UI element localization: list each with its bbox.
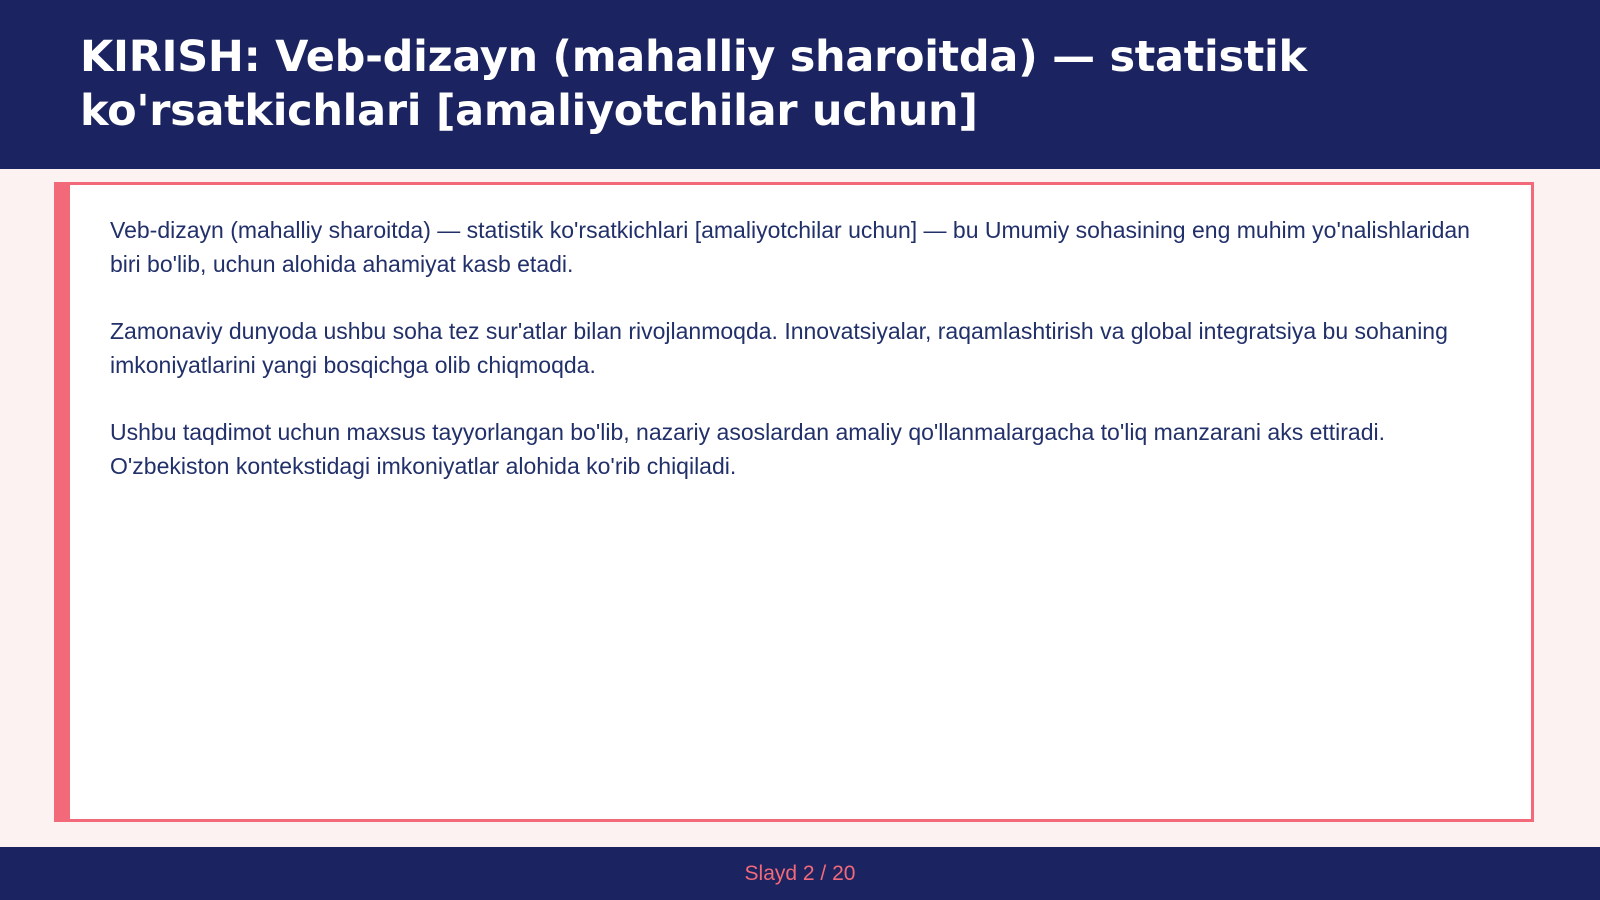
slide-number: Slayd 2 / 20 [744, 862, 856, 885]
paragraph-modern-development: Zamonaviy dunyoda ushbu soha tez sur'atlar bilan rivojlanmoqda. Innovatsiyalar, raqamlashtirish va global integratsiya bu sohaning imkoniyatlarini yangi bosqichga olib chiqmoqda. [110, 318, 1448, 378]
content-card [54, 182, 1534, 822]
content-paragraphs [110, 213, 1490, 516]
slide-header [0, 0, 1600, 169]
paragraph-presentation-purpose: Ushbu taqdimot uchun maxsus tayyorlangan bo'lib, nazariy asoslardan amaliy qo'llanmalargacha to'liq manzarani aks ettiradi. O'zbekiston kontekstidagi imkoniyatlar alohida ko'rib chiqiladi. [110, 419, 1386, 479]
paragraph-introduction: Veb-dizayn (mahalliy sharoitda) — statistik ko'rsatkichlari [amaliyotchilar uchun] — bu Umumiy sohasining eng muhim yo'nalishlaridan biri bo'lib, uchun alohida ahamiyat kasb etadi. [110, 217, 1470, 277]
slide-title: KIRISH: Veb-dizayn (mahalliy sharoitda) — statistik ko'rsatkichlari [amaliyotchilar uchun] [80, 32, 1307, 136]
slide-footer [0, 847, 1600, 900]
